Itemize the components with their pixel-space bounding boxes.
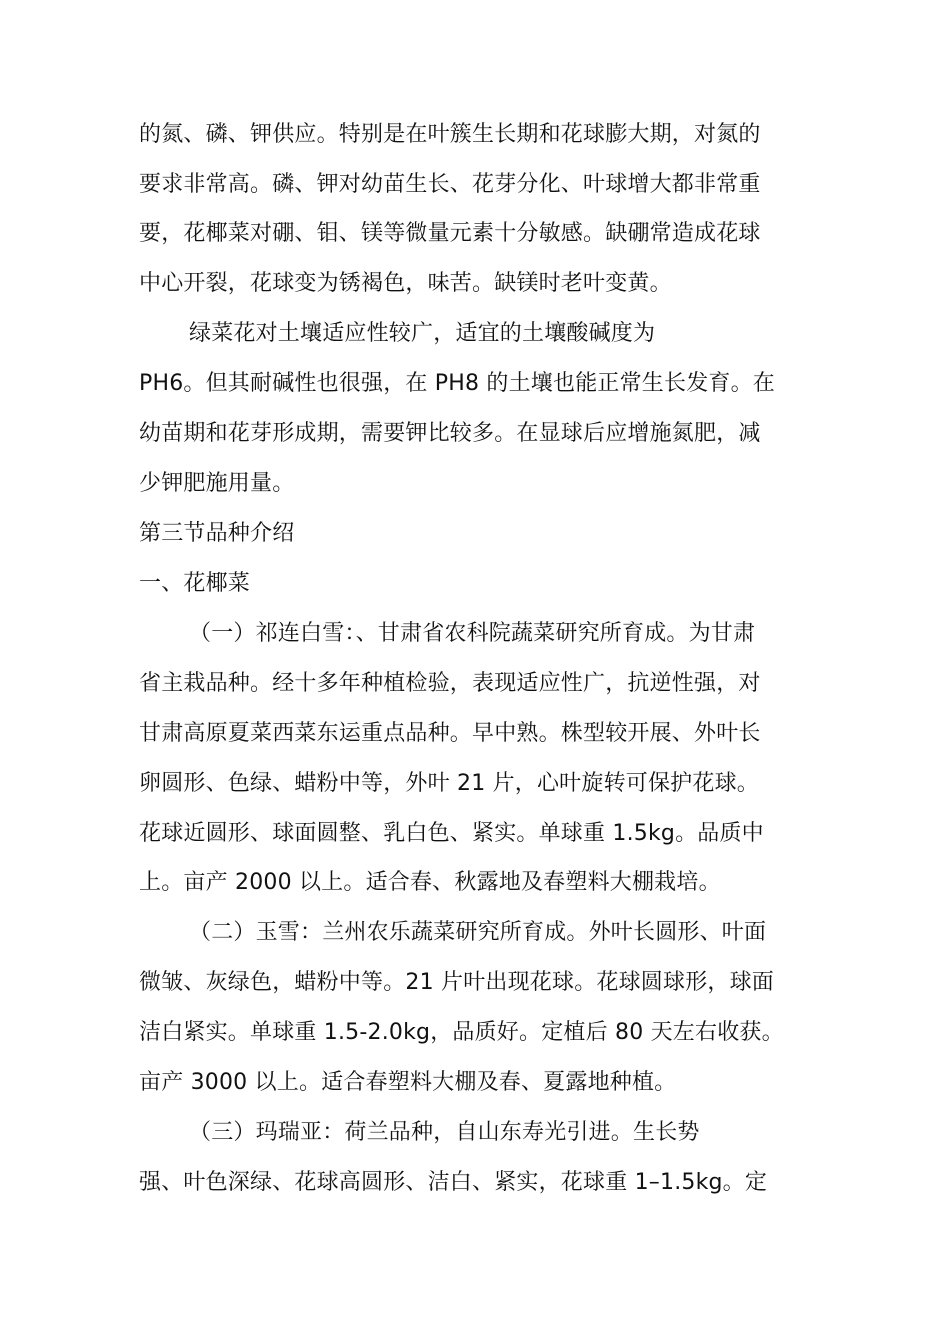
text-line-4: 中心开裂，花球变为锈褐色，味苦。缺镁时老叶变黄。 — [139, 271, 672, 296]
text-line-6: PH6。但其耐碱性也很强，在 PH8 的土壤也能正常生长发育。在 — [139, 371, 776, 396]
text-line-19: 洁白紧实。单球重 1.5-2.0kg，品质好。定植后 80 天左右收获。 — [139, 1020, 784, 1045]
text-line-20: 亩产 3000 以上。适合春塑料大棚及春、夏露地种植。 — [139, 1070, 677, 1095]
subsection-heading: 一、花椰菜 — [139, 571, 251, 596]
text-line-13: 甘肃高原夏菜西菜东运重点品种。早中熟。株型较开展、外叶长 — [139, 721, 761, 746]
variety-two-heading-line: （二）玉雪：兰州农乐蔬菜研究所育成。外叶长圆形、叶面 — [189, 920, 767, 945]
text-line-2: 要求非常高。磷、钾对幼苗生长、花芽分化、叶球增大都非常重 — [139, 172, 761, 197]
paragraph-start-line: 绿菜花对土壤适应性较广，适宜的土壤酸碱度为 — [189, 321, 656, 346]
text-line-7: 幼苗期和花芽形成期，需要钾比较多。在显球后应增施氮肥，减 — [139, 421, 761, 446]
text-line-3: 要，花椰菜对硼、钼、镁等微量元素十分敏感。缺硼常造成花球 — [139, 221, 761, 246]
variety-three-heading-line: （三）玛瑞亚：荷兰品种，自山东寿光引进。生长势 — [189, 1120, 700, 1145]
text-line-18: 微皱、灰绿色，蜡粉中等。21 片叶出现花球。花球圆球形，球面 — [139, 970, 774, 995]
section-heading: 第三节品种介绍 — [139, 521, 295, 546]
text-line-22: 强、叶色深绿、花球高圆形、洁白、紧实，花球重 1–1.5kg。定 — [139, 1170, 768, 1195]
variety-one-heading-line: （一）祁连白雪：、甘肃省农科院蔬菜研究所育成。为甘肃 — [189, 621, 756, 646]
text-line-12: 省主栽品种。经十多年种植检验，表现适应性广，抗逆性强，对 — [139, 671, 761, 696]
text-line-8: 少钾肥施用量。 — [139, 471, 295, 496]
text-line-14: 卵圆形、色绿、蜡粉中等，外叶 21 片，心叶旋转可保护花球。 — [139, 771, 759, 796]
text-line-16: 上。亩产 2000 以上。适合春、秋露地及春塑料大棚栽培。 — [139, 870, 721, 895]
text-line-15: 花球近圆形、球面圆整、乳白色、紧实。单球重 1.5kg。品质中 — [139, 821, 764, 846]
text-line-1: 的氮、磷、钾供应。特别是在叶簇生长期和花球膨大期，对氮的 — [139, 122, 761, 147]
